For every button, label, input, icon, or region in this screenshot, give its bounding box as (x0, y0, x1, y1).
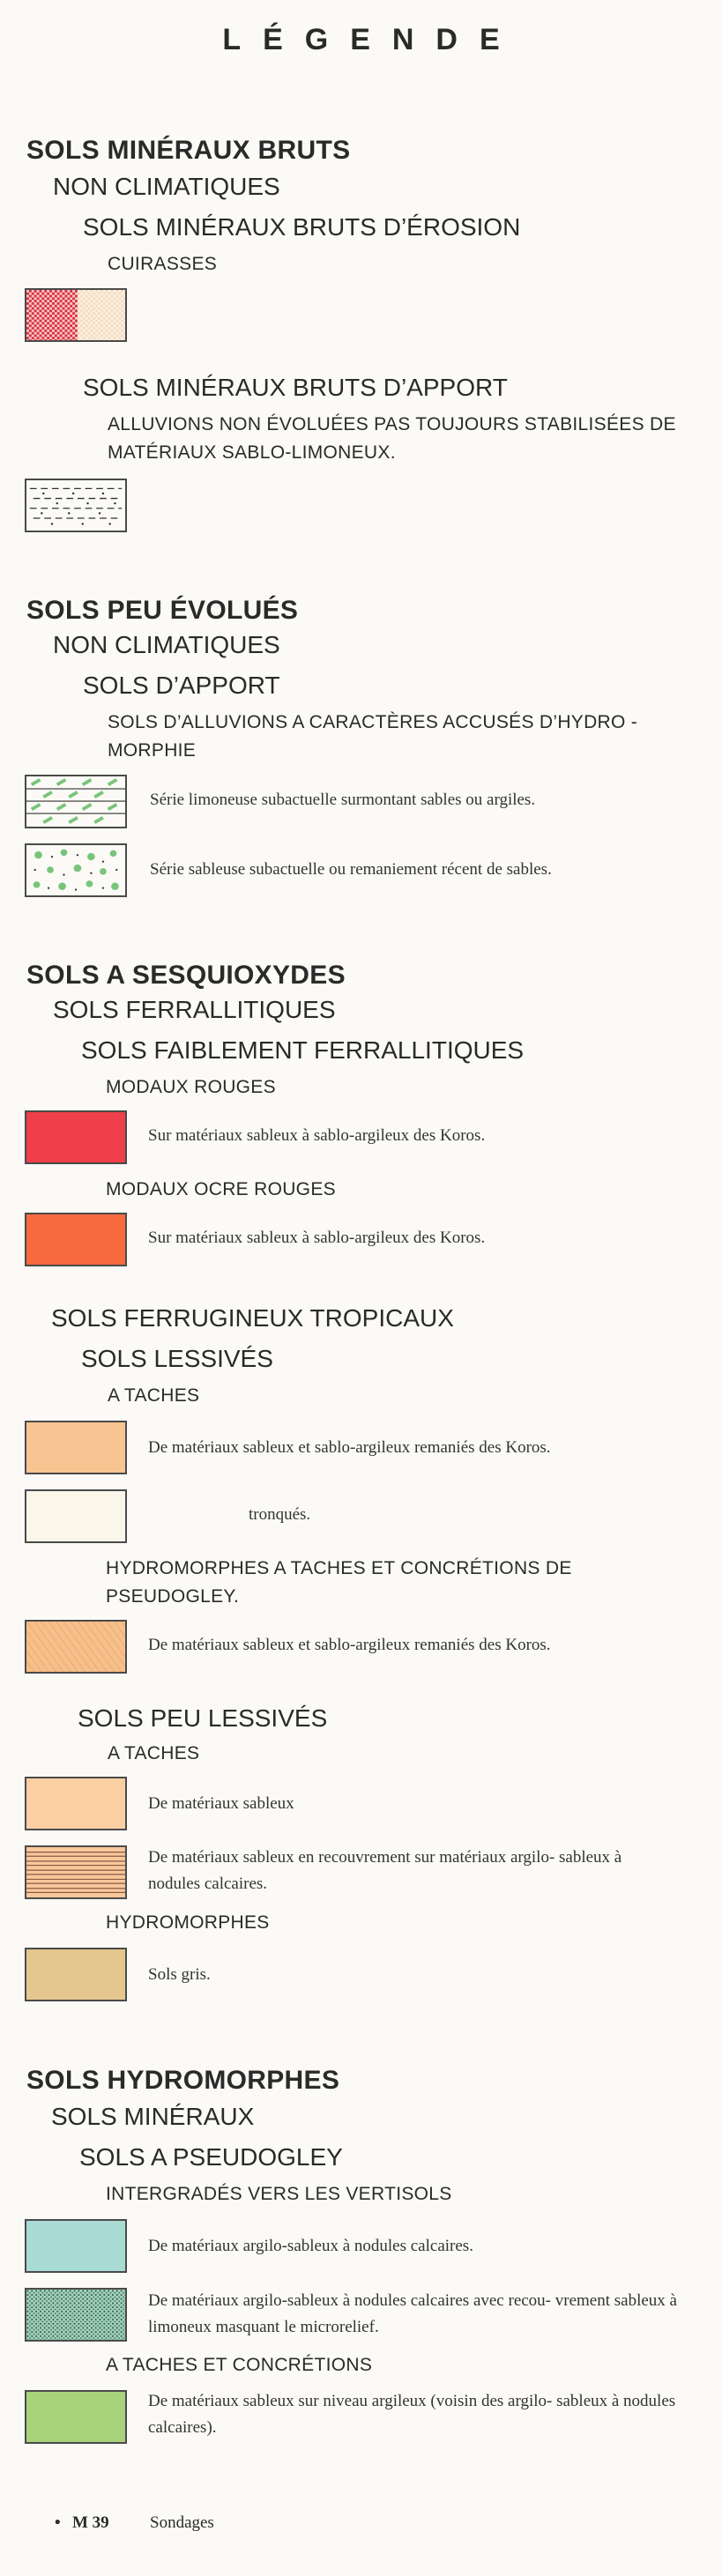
desc-tronques: tronqués. (249, 1505, 311, 1524)
swatch-peu-lessives-recouvrement (25, 1845, 127, 1899)
subgroup-ferrallitiques: SOLS FERRALLITIQUES (53, 996, 336, 1023)
subgroup-ferrugineux-tropicaux: SOLS FERRUGINEUX TROPICAUX (51, 1304, 454, 1332)
swatch-tronques (25, 1489, 127, 1543)
swatch-cuirasses (25, 288, 127, 342)
desc-peu-lessives-sableux: De matériaux sableux (148, 1794, 294, 1813)
desc-vertisols-nodules: De matériaux argilo-sableux à nodules calcaires. (148, 2237, 473, 2255)
swatch-serie-limoneuse (25, 775, 127, 828)
desc-lessives-taches: De matériaux sableux et sablo-argileux remaniés des Koros. (148, 1438, 551, 1457)
class-heading-erosion: SOLS MINÉRAUX BRUTS D’ÉROSION (83, 213, 521, 241)
desc-hydromorphes-pseudogley: De matériaux sableux et sablo-argileux remaniés des Koros. (148, 1636, 551, 1654)
type-a-taches: A TACHES (108, 1385, 200, 1406)
group-heading-mineraux-bruts: SOLS MINÉRAUX BRUTS (26, 136, 351, 165)
sondage-symbol-icon: • (55, 2513, 61, 2532)
group-heading-hydromorphes: SOLS HYDROMORPHES (26, 2066, 340, 2095)
class-heading-sols-d-apport: SOLS D’APPORT (83, 672, 280, 699)
swatch-sols-gris (25, 1948, 127, 2001)
type-a-taches-2: A TACHES (108, 1743, 200, 1763)
desc-modaux-rouges: Sur matériaux sableux à sablo-argileux des Koros. (148, 1126, 486, 1145)
class-heading-pseudogley: SOLS A PSEUDOGLEY (79, 2143, 343, 2171)
swatch-vertisols-nodules (25, 2219, 127, 2273)
type-alluvions: ALLUVIONS NON ÉVOLUÉES PAS TOUJOURS STABILISÉES DE MATÉRIAUX SABLO-LIMONEUX. (108, 414, 676, 463)
desc-serie-sableuse: Série sableuse subactuelle ou remaniement récent de sables. (150, 860, 552, 879)
class-heading-faiblement-ferrallitiques: SOLS FAIBLEMENT FERRALLITIQUES (81, 1036, 525, 1064)
desc-vertisols-recouvrement: De matériaux argilo-sableux à nodules calcaires avec recou- vrement sableux à limoneux masquant le microrelief. (148, 2291, 677, 2336)
sondage-label: M 39 (72, 2513, 109, 2532)
swatch-peu-lessives-sableux (25, 1777, 127, 1830)
swatch-alluvions (25, 479, 127, 532)
swatch-serie-sableuse (25, 843, 127, 897)
swatch-modaux-rouges (25, 1110, 127, 1164)
desc-taches-concretions: De matériaux sableux sur niveau argileux (voisin des argilo- sableux à nodules calcaires). (148, 2392, 676, 2437)
desc-peu-lessives-recouvrement: De matériaux sableux en recouvrement sur matériaux argilo- sableux à nodules calcaires. (148, 1848, 622, 1893)
swatch-hydromorphes-pseudogley (25, 1620, 127, 1674)
type-intergrades-vertisols: INTERGRADÉS VERS LES VERTISOLS (106, 2184, 452, 2204)
swatch-vertisols-recouvrement (25, 2288, 127, 2342)
legend-title: LÉGENDE (222, 23, 522, 56)
type-cuirasses: CUIRASSES (108, 254, 218, 274)
class-heading-apport: SOLS MINÉRAUX BRUTS D’APPORT (83, 374, 508, 401)
class-heading-sols-peu-lessives: SOLS PEU LESSIVÉS (78, 1704, 328, 1732)
desc-sols-gris: Sols gris. (148, 1965, 211, 1984)
subgroup-non-climatiques: NON CLIMATIQUES (53, 173, 280, 200)
desc-modaux-ocre-rouges: Sur matériaux sableux à sablo-argileux des Koros. (148, 1229, 486, 1247)
type-hydromorphes-taches-concretions: HYDROMORPHES A TACHES ET CONCRÉTIONS DE PSEUDOGLEY. (106, 1558, 572, 1607)
group-heading-sesquioxydes: SOLS A SESQUIOXYDES (26, 961, 346, 990)
type-modaux-ocre-rouges: MODAUX OCRE ROUGES (106, 1179, 336, 1199)
swatch-modaux-ocre-rouges (25, 1213, 127, 1266)
class-heading-sols-lessives: SOLS LESSIVÉS (81, 1345, 273, 1372)
group-heading-peu-evolues: SOLS PEU ÉVOLUÉS (26, 596, 299, 625)
subgroup-sols-mineraux: SOLS MINÉRAUX (51, 2103, 255, 2130)
subgroup-non-climatiques-2: NON CLIMATIQUES (53, 631, 280, 658)
desc-serie-limoneuse: Série limoneuse subactuelle surmontant sables ou argiles. (150, 791, 536, 809)
sondage-text: Sondages (150, 2513, 214, 2532)
type-taches-concretions: A TACHES ET CONCRÉTIONS (106, 2355, 373, 2375)
type-hydromorphes: HYDROMORPHES (106, 1912, 270, 1933)
type-modaux-rouges: MODAUX ROUGES (106, 1077, 276, 1097)
swatch-taches-concretions (25, 2390, 127, 2444)
type-sols-d-alluvions: SOLS D’ALLUVIONS A CARACTÈRES ACCUSÉS D’HYDRO - MORPHIE (108, 712, 638, 761)
swatch-lessives-taches (25, 1421, 127, 1474)
